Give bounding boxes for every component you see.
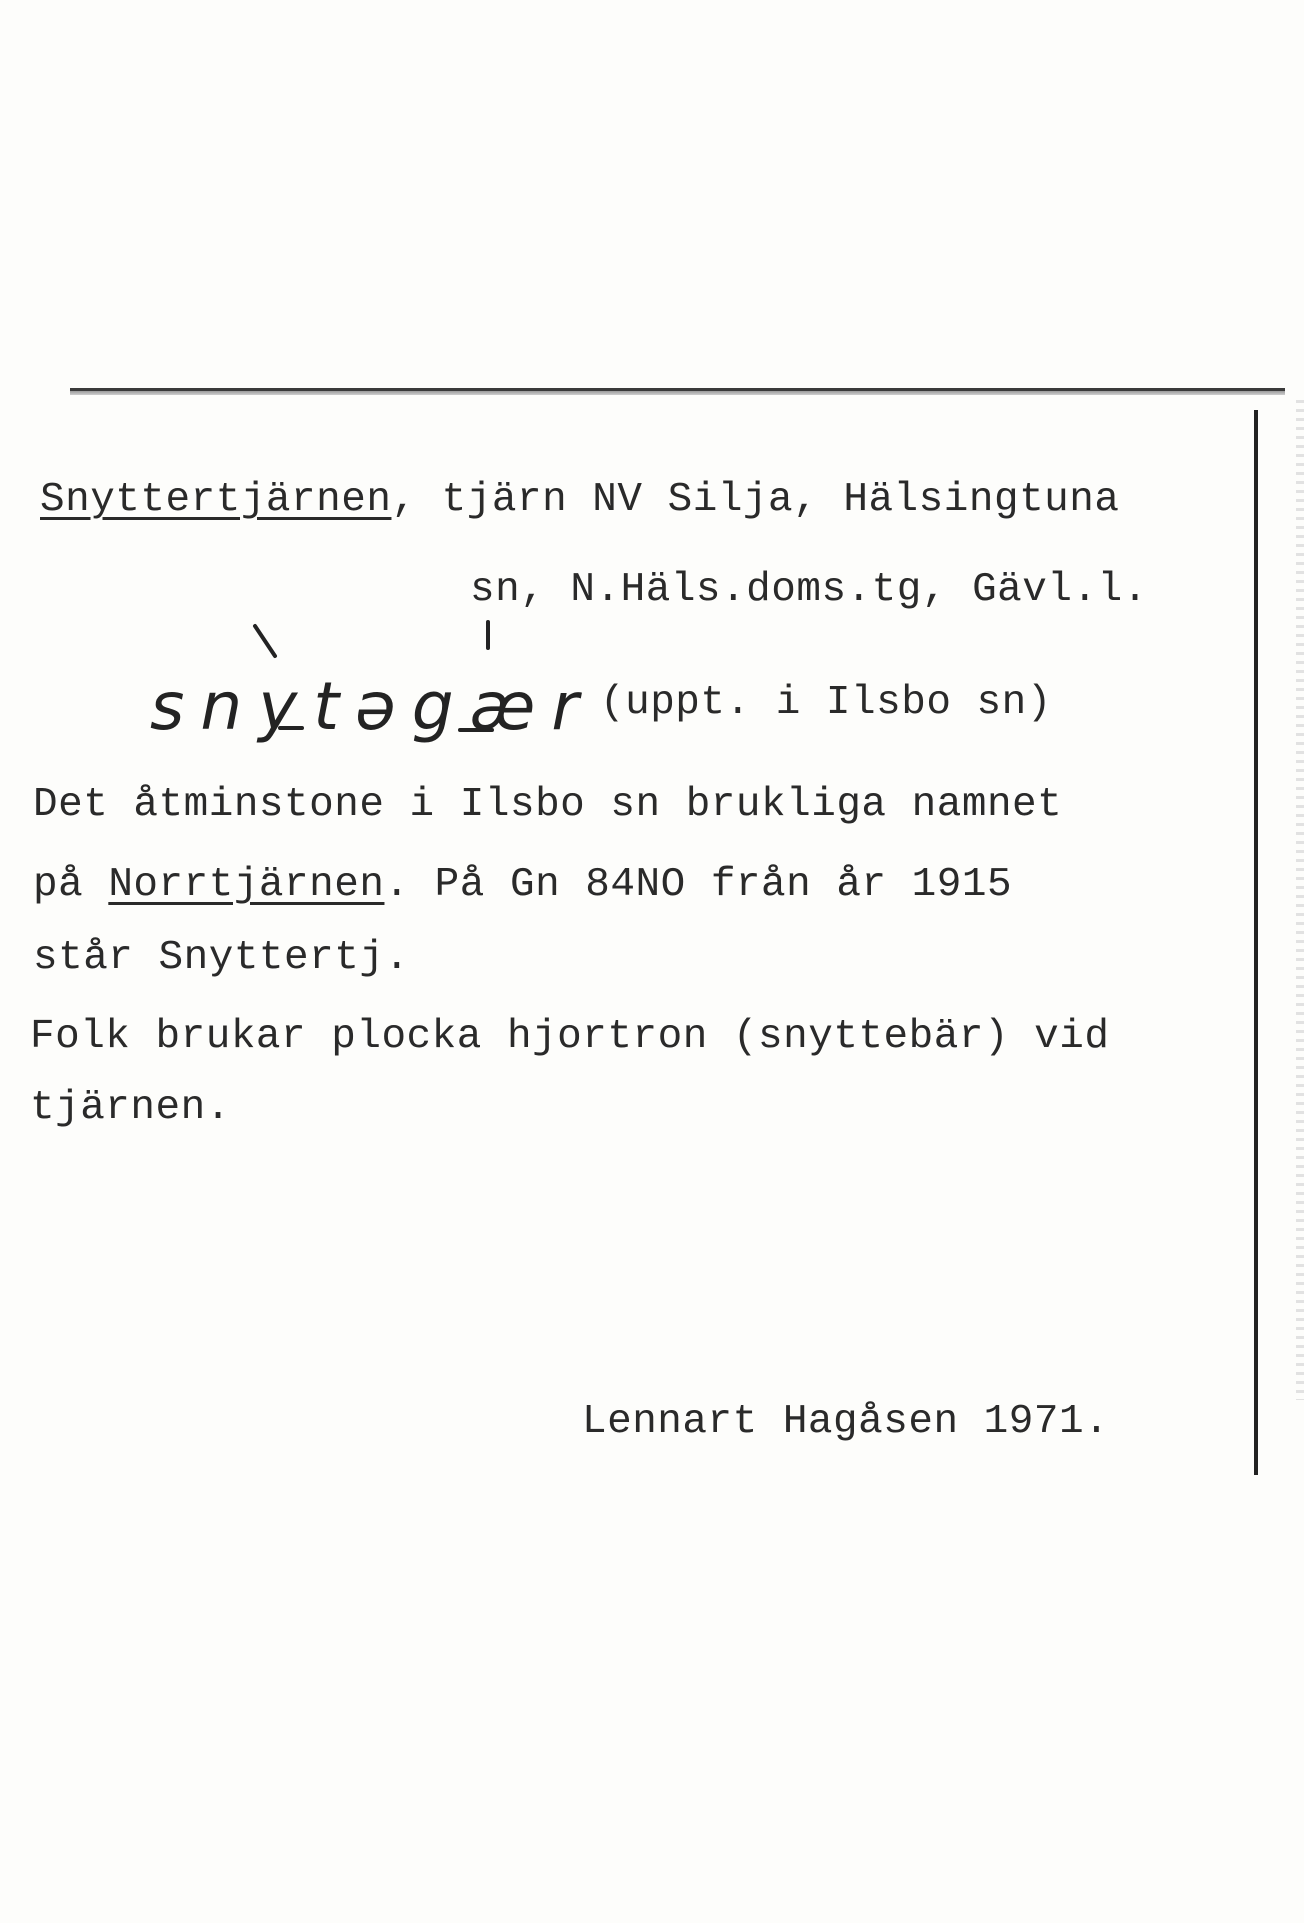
related-name: Norrtjärnen	[108, 862, 385, 908]
phonetic-form: snytəgær	[150, 668, 595, 745]
card-right-border	[1254, 410, 1258, 1475]
body-line-2-prefix: på	[33, 862, 109, 908]
body-line-2	[33, 862, 1013, 908]
body-line-3: står Snyttertj.	[33, 935, 410, 981]
headword: Snyttertjärnen	[40, 477, 392, 523]
card-top-border	[70, 388, 1285, 395]
phonetic-transcription	[140, 618, 595, 753]
heading-line	[40, 477, 1120, 523]
signature: Lennart Hagåsen 1971.	[582, 1399, 1110, 1445]
scan-edge-shadow	[1296, 400, 1304, 1400]
phonetic-note: (uppt. i Ilsbo sn)	[600, 680, 1052, 726]
heading-description: , tjärn NV Silja, Hälsingtuna	[391, 477, 1120, 523]
body-line-2-rest: . På Gn 84NO från år 1915	[384, 862, 1013, 908]
body-line-4: Folk brukar plocka hjortron (snyttebär) vid	[30, 1014, 1110, 1060]
location-line: sn, N.Häls.doms.tg, Gävl.l.	[470, 567, 1148, 613]
body-line-1: Det åtminstone i Ilsbo sn brukliga namnet	[33, 782, 1063, 828]
body-line-5: tjärnen.	[30, 1085, 231, 1131]
